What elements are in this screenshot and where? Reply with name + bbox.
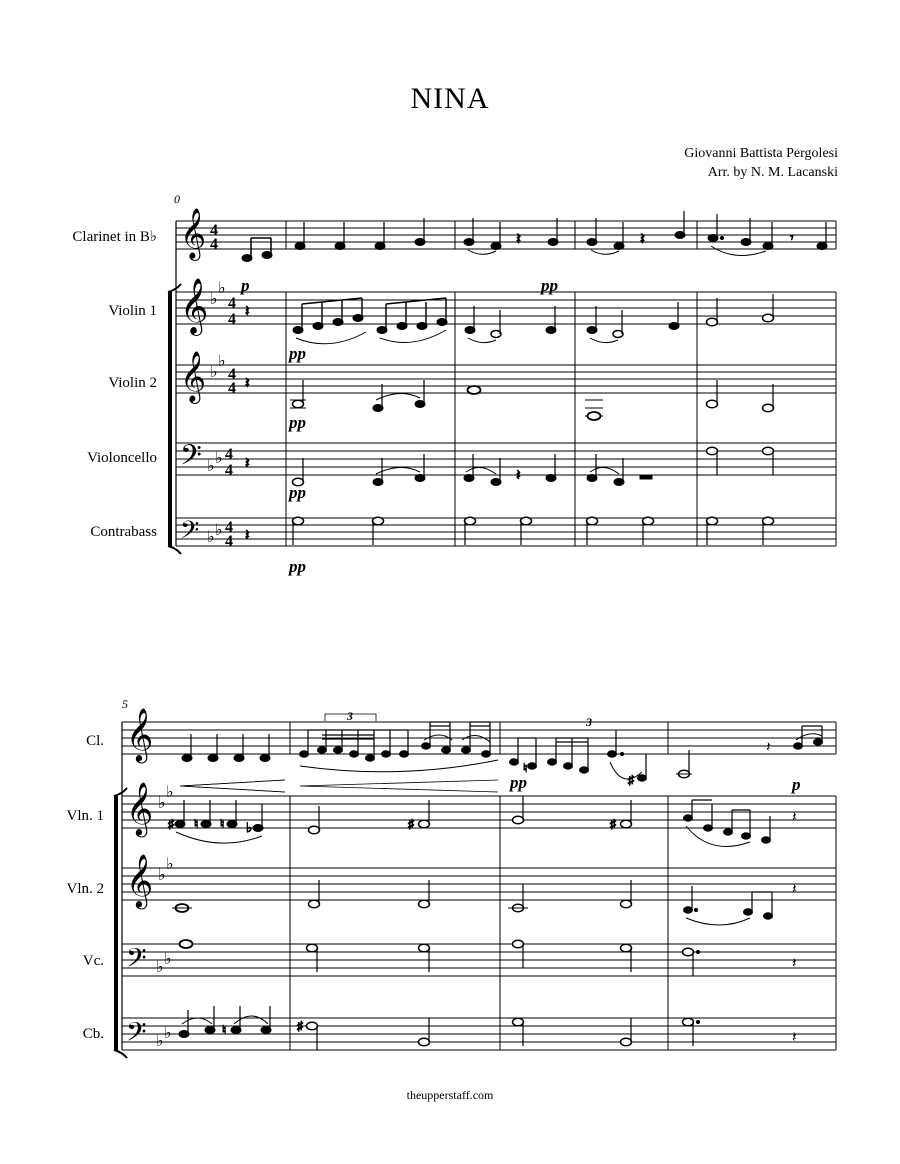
svg-text:♭: ♭ <box>166 856 174 873</box>
svg-text:𝄽: 𝄽 <box>792 956 797 972</box>
violin2-notes <box>172 880 797 925</box>
part-name-violin2: Vln. 2 <box>66 881 104 897</box>
svg-text:♭: ♭ <box>156 1033 164 1050</box>
svg-text:♭: ♭ <box>210 364 218 381</box>
svg-text:♯: ♯ <box>168 817 174 831</box>
part-name-cello: Violoncello <box>87 450 157 466</box>
svg-text:𝄞: 𝄞 <box>126 707 154 761</box>
clarinet-notes <box>242 211 827 262</box>
svg-text:♭: ♭ <box>156 959 164 976</box>
svg-text:♮: ♮ <box>222 1023 227 1037</box>
dynamic-marking: pp <box>289 557 306 576</box>
svg-text:♭: ♭ <box>164 951 172 968</box>
hairpin <box>180 780 498 792</box>
tuplet-number: 3 <box>586 715 592 729</box>
dynamic-marking: pp <box>289 344 306 363</box>
part-name-bass: Cb. <box>82 1026 104 1042</box>
svg-text:♯: ♯ <box>610 817 616 831</box>
svg-text:𝄞: 𝄞 <box>126 781 154 835</box>
staff-lines <box>176 221 836 546</box>
svg-text:♯: ♯ <box>297 1019 303 1033</box>
svg-text:𝄽: 𝄽 <box>245 528 250 544</box>
violin2-notes <box>245 376 774 420</box>
svg-text:4: 4 <box>228 380 236 397</box>
dynamic-marking: pp <box>289 413 306 432</box>
svg-text:𝄽: 𝄽 <box>245 304 250 320</box>
footer-url: theupperstaff.com <box>406 1088 494 1102</box>
svg-text:𝄽: 𝄽 <box>245 376 250 392</box>
svg-text:𝄽: 𝄽 <box>792 882 797 898</box>
svg-text:♭: ♭ <box>210 291 218 308</box>
svg-text:𝄞: 𝄞 <box>180 351 207 402</box>
barlines <box>286 221 836 546</box>
svg-text:𝄢: 𝄢 <box>126 942 147 980</box>
part-name-cello: Vc. <box>82 953 104 969</box>
svg-text:♭: ♭ <box>215 450 223 467</box>
svg-text:♭: ♭ <box>207 529 215 546</box>
svg-text:𝄢: 𝄢 <box>126 1016 147 1054</box>
composer-credit: Giovanni Battista Pergolesi <box>684 146 838 161</box>
svg-text:𝄢: 𝄢 <box>180 439 202 479</box>
bass-clef-icon <box>126 942 147 1054</box>
system-1 <box>72 192 836 576</box>
cello-notes <box>180 940 797 976</box>
part-name-clarinet: Cl. <box>86 733 104 749</box>
svg-text:𝄽: 𝄽 <box>640 231 645 248</box>
part-name-clarinet: Clarinet in B♭ <box>72 229 157 245</box>
svg-text:4: 4 <box>210 236 218 253</box>
part-name-violin1: Violin 1 <box>108 303 157 319</box>
dynamic-marking: pp <box>541 276 558 295</box>
svg-text:♮: ♮ <box>194 817 199 831</box>
bass-notes <box>245 517 774 545</box>
svg-text:4: 4 <box>225 533 233 550</box>
violin1-notes <box>245 294 774 344</box>
svg-text:♯: ♯ <box>408 817 414 831</box>
dynamic-marking: pp <box>510 773 527 792</box>
svg-text:4: 4 <box>225 462 233 479</box>
bass-clef-icon <box>180 439 202 551</box>
measure-number: 5 <box>122 697 128 711</box>
svg-text:𝄽: 𝄽 <box>792 1030 797 1046</box>
svg-text:♭: ♭ <box>218 280 226 297</box>
svg-text:♭: ♭ <box>215 522 223 539</box>
svg-text:𝄽: 𝄽 <box>516 468 521 484</box>
svg-text:♭: ♭ <box>246 820 253 835</box>
svg-text:𝄞: 𝄞 <box>180 278 209 334</box>
svg-text:𝄽: 𝄽 <box>245 456 250 472</box>
svg-text:♭: ♭ <box>158 795 166 812</box>
dynamic-marking: p <box>241 276 250 295</box>
svg-text:4: 4 <box>225 446 233 463</box>
measure-number: 0 <box>174 192 180 206</box>
treble-clef-icon <box>126 707 153 909</box>
svg-text:4: 4 <box>225 519 233 536</box>
svg-text:♭: ♭ <box>218 353 226 370</box>
svg-text:♮: ♮ <box>523 761 528 775</box>
key-signature <box>207 280 226 546</box>
staff-lines <box>122 722 836 1050</box>
svg-text:♯: ♯ <box>628 773 634 787</box>
svg-text:♭: ♭ <box>158 867 166 884</box>
svg-text:𝄽: 𝄽 <box>516 231 521 248</box>
svg-text:4: 4 <box>228 295 236 312</box>
dynamic-marking: p <box>792 775 801 794</box>
arranger-credit: Arr. by N. M. Lacanski <box>707 165 838 180</box>
svg-text:♮: ♮ <box>220 817 225 831</box>
svg-text:𝄞: 𝄞 <box>126 853 154 907</box>
treble-clef-icon <box>180 208 208 404</box>
svg-text:𝄢: 𝄢 <box>180 516 200 551</box>
svg-text:𝄞: 𝄞 <box>180 208 207 259</box>
svg-text:4: 4 <box>228 311 236 328</box>
svg-text:𝄽: 𝄽 <box>766 740 771 756</box>
svg-text:♭: ♭ <box>164 1025 172 1042</box>
dynamic-marking: pp <box>289 483 306 502</box>
system-2 <box>67 697 837 1058</box>
part-name-violin1: Vln. 1 <box>66 808 104 824</box>
score-title: NINA <box>410 82 490 115</box>
part-name-violin2: Violin 2 <box>108 375 157 391</box>
svg-text:4: 4 <box>228 366 236 383</box>
svg-text:4: 4 <box>210 222 218 239</box>
svg-text:𝄾: 𝄾 <box>790 231 794 246</box>
svg-text:♭: ♭ <box>166 784 174 801</box>
clarinet-notes <box>180 709 823 792</box>
bass-notes <box>179 1006 797 1050</box>
svg-text:𝄽: 𝄽 <box>792 810 797 826</box>
svg-text:♭: ♭ <box>207 458 215 475</box>
part-name-bass: Contrabass <box>90 524 157 540</box>
tuplet-number: 3 <box>347 709 353 723</box>
